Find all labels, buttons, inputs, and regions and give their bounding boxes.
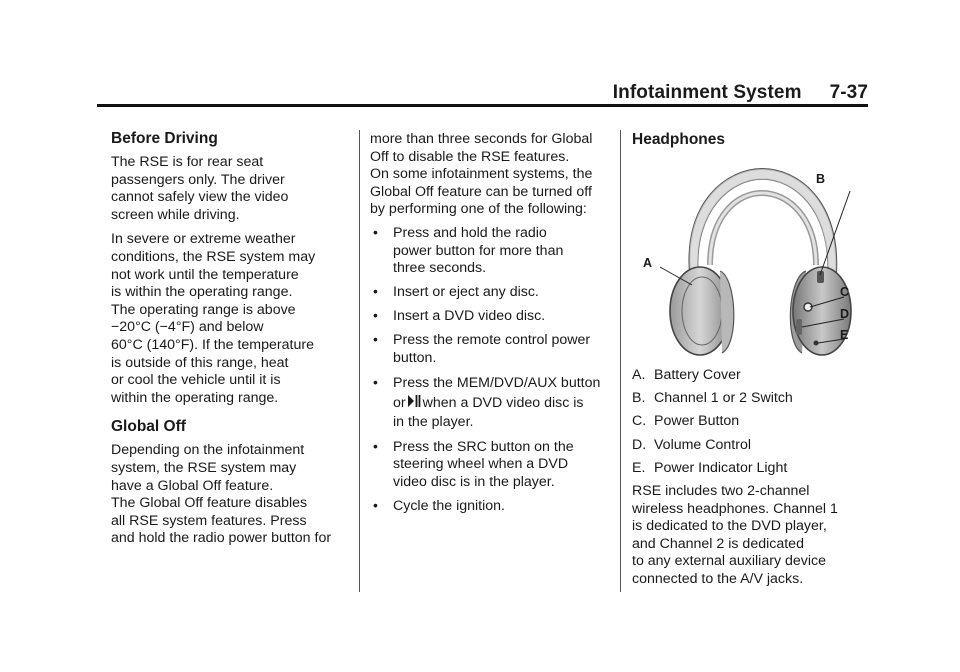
list-item-text: Insert a DVD video disc. — [393, 308, 546, 325]
legend-text: Channel 1 or 2 Switch — [654, 390, 793, 407]
legend-item — [632, 460, 872, 478]
legend-letter: C. — [632, 413, 647, 430]
figure-label-c: C — [840, 285, 850, 299]
list-item — [370, 439, 610, 492]
figure-label-b: B — [816, 172, 826, 186]
column-1 — [111, 130, 351, 555]
headphones-drawing — [632, 161, 872, 361]
bullet-dot: • — [373, 496, 378, 513]
figure-label-e: E — [840, 328, 849, 342]
legend-item — [632, 437, 872, 455]
column-2 — [370, 131, 610, 522]
bullet-dot: • — [373, 331, 378, 348]
legend-text: Power Button — [654, 413, 740, 430]
figure-label-d: D — [840, 307, 850, 321]
heading-global-off: Global Off — [111, 418, 186, 436]
bullet-dot: • — [373, 374, 378, 391]
column-divider-2 — [620, 130, 621, 592]
legend-item — [632, 390, 872, 408]
page-number: 7-37 — [829, 82, 868, 103]
legend-letter: A. — [632, 367, 646, 383]
section-title: Infotainment System — [612, 82, 802, 103]
bullet-dot: • — [373, 307, 378, 324]
legend-text: Volume Control — [654, 436, 751, 453]
list-item — [370, 498, 610, 516]
legend-item — [632, 367, 872, 385]
list-item — [370, 308, 610, 326]
list-item — [370, 284, 610, 302]
list-item — [370, 332, 610, 367]
column-divider-1 — [359, 130, 360, 592]
paragraph-global-off-continued: more than three seconds for Global Off to disable the RSE features. On some infotainment systems, the Global Off feature can be turned off by performing one of the following: — [370, 131, 593, 218]
column-3 — [632, 130, 872, 596]
list-item-text: Press and hold the radio power button for more than three seconds. — [393, 224, 564, 277]
list-item-text-post: when a DVD video disc is in the player. — [393, 395, 584, 431]
heading-headphones: Headphones — [632, 131, 726, 148]
list-item — [370, 225, 610, 278]
paragraph-global-off: Depending on the infotainment system, the RSE system may have a Global Off feature. The Global Off feature disables all RSE system features. Press and hold the radio power button for — [111, 442, 332, 547]
paragraph-operating-range: In severe or extreme weather conditions, the RSE system may not work until the temperature is within the operating range. The operating range is above −20°C (−4°F) and below 60°C (140°F). If the temperature is outside of this range, heat or cool the vehicle until it is within the operating range. — [111, 231, 316, 406]
list-item-text-pre: Press the MEM/DVD/AUX button or — [393, 375, 601, 412]
global-off-methods-list — [370, 225, 610, 516]
page-header — [613, 82, 868, 104]
paragraph-wireless-headphones: RSE includes two 2-channel wireless headphones. Channel 1 is dedicated to the DVD player, and Channel 2 is dedicated to any external auxiliary device connected to the A/V jacks. — [632, 482, 838, 587]
list-item-text: Press the remote control power button. — [393, 332, 591, 367]
figure-legend — [632, 367, 872, 477]
bullet-dot: • — [373, 437, 378, 454]
legend-letter: E. — [632, 459, 646, 476]
paragraph-rse-rear-seat: The RSE is for rear seat passengers only. The driver cannot safely view the video screen while driving. — [111, 154, 289, 223]
play-pause-icon — [407, 394, 421, 411]
bullet-dot: • — [373, 283, 378, 300]
list-item-text: Press the SRC button on the steering wheel when a DVD video disc is in the player. — [393, 438, 574, 490]
legend-item — [632, 413, 872, 431]
figure-label-a: A — [643, 256, 653, 270]
list-item-text: Cycle the ignition. — [393, 497, 505, 514]
legend-text: Battery Cover — [654, 367, 741, 383]
legend-letter: D. — [632, 436, 647, 453]
legend-text: Power Indicator Light — [654, 459, 788, 476]
list-item-text: Insert or eject any disc. — [393, 284, 539, 301]
heading-before-driving: Before Driving — [111, 130, 218, 147]
list-item — [370, 374, 610, 432]
bullet-dot: • — [373, 223, 378, 240]
legend-letter: B. — [632, 390, 646, 407]
header-rule — [97, 104, 868, 107]
headphones-illustration — [632, 161, 872, 361]
